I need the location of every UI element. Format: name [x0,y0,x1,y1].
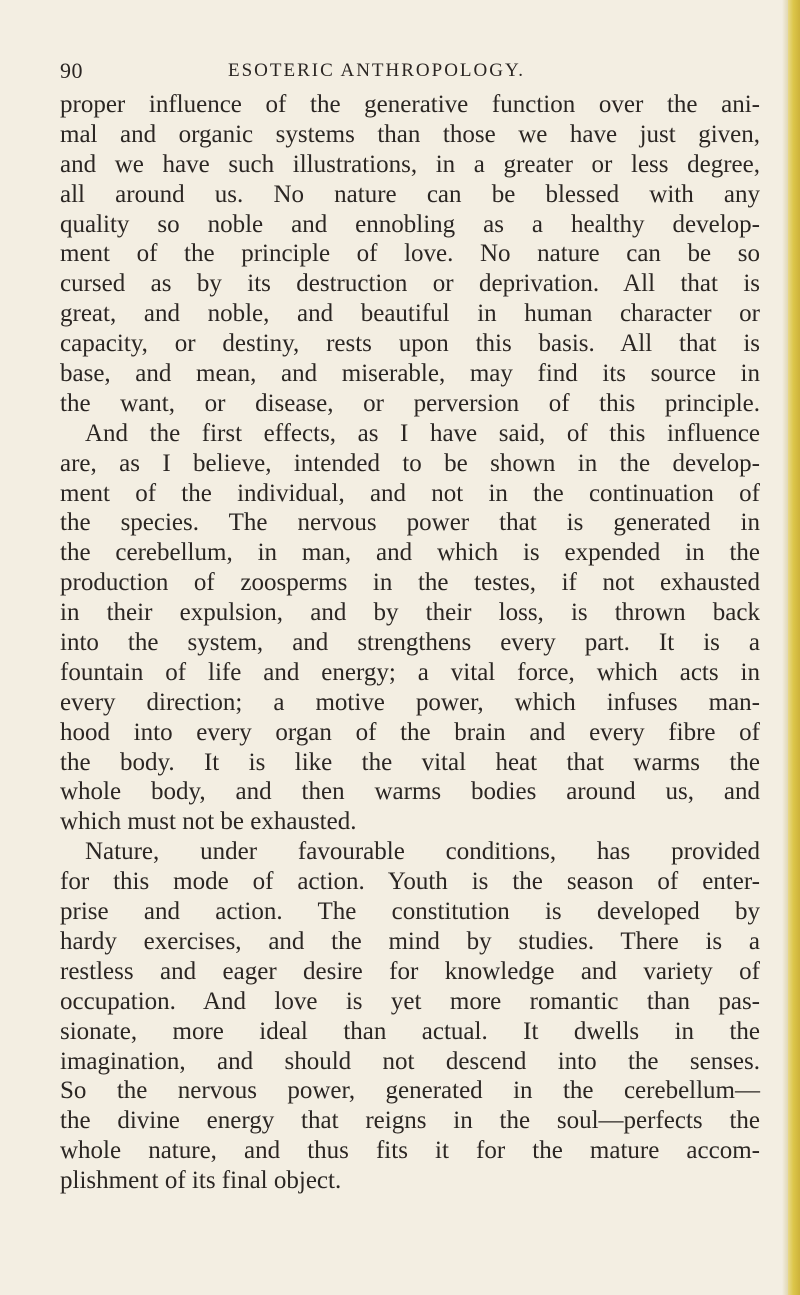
text-line: ment of the principle of love. No nature can be so [60,240,760,268]
text-line: Nature, under favourable conditions, has provided [85,838,760,866]
text-line: great, and noble, and beautiful in human character or [60,300,760,328]
text-line: the body. It is like the vital heat that warms the [60,748,760,776]
page-number: 90 [60,58,83,83]
text-line: mal and organic systems than those we have just given, [60,120,760,148]
text-line: quality so noble and ennobling as a healthy develop- [60,210,760,238]
page-edge [788,0,800,1295]
text-line: and we have such illustrations, in a greater or less degree, [60,150,760,178]
text-line: whole nature, and thus fits it for the mature accom- [60,1137,760,1165]
text-line: hood into every organ of the brain and every fibre of [60,718,760,746]
text-line: sionate, more ideal than actual. It dwells in the [60,1017,760,1045]
text-line: the cerebellum, in man, and which is expended in the [60,539,760,567]
text-line: all around us. No nature can be blessed with any [60,180,760,208]
text-line: And the first effects, as I have said, of this influence [85,419,760,447]
text-line: proper influence of the generative function over the ani- [60,91,760,118]
text-line: in their expulsion, and by their loss, is thrown back [60,599,760,627]
text-line: the want, or disease, or perversion of this principle. [60,389,760,417]
page-header [60,58,760,88]
text-line: production of zoosperms in the testes, if not exhausted [60,569,760,597]
text-line: plishment of its final object. [60,1167,342,1195]
text-line: whole body, and then warms bodies around us, and [60,778,760,806]
text-line: occupation. And love is yet more romantic than pas- [60,987,760,1015]
text-line: the species. The nervous power that is generated in [60,509,760,537]
text-line: for this mode of action. Youth is the season of enter- [60,868,760,896]
text-line: are, as I believe, intended to be shown in the develop- [60,449,760,477]
text-line: capacity, or destiny, rests upon this basis. All that is [60,330,760,358]
text-line: imagination, and should not descend into the senses. [60,1047,760,1075]
text-line: restless and eager desire for knowledge and variety of [60,957,760,985]
text-line: prise and action. The constitution is developed by [60,898,760,926]
text-line: every direction; a motive power, which infuses man- [60,688,760,716]
text-line: which must not be exhausted. [60,808,357,836]
text-line: ment of the individual, and not in the continuation of [60,479,760,507]
text-line: So the nervous power, generated in the cerebellum— [60,1077,760,1105]
running-head: ESOTERIC ANTHROPOLOGY. [228,60,526,81]
text-line: hardy exercises, and the mind by studies. There is a [60,927,760,955]
text-line: into the system, and strengthens every part. It is a [60,629,760,657]
text-line: fountain of life and energy; a vital force, which acts in [60,658,760,686]
text-line: base, and mean, and miserable, may find its source in [60,360,760,388]
text-line: cursed as by its destruction or deprivation. All that is [60,270,760,298]
text-line: the divine energy that reigns in the soul—perfects the [60,1107,760,1135]
body-text [60,90,760,1196]
